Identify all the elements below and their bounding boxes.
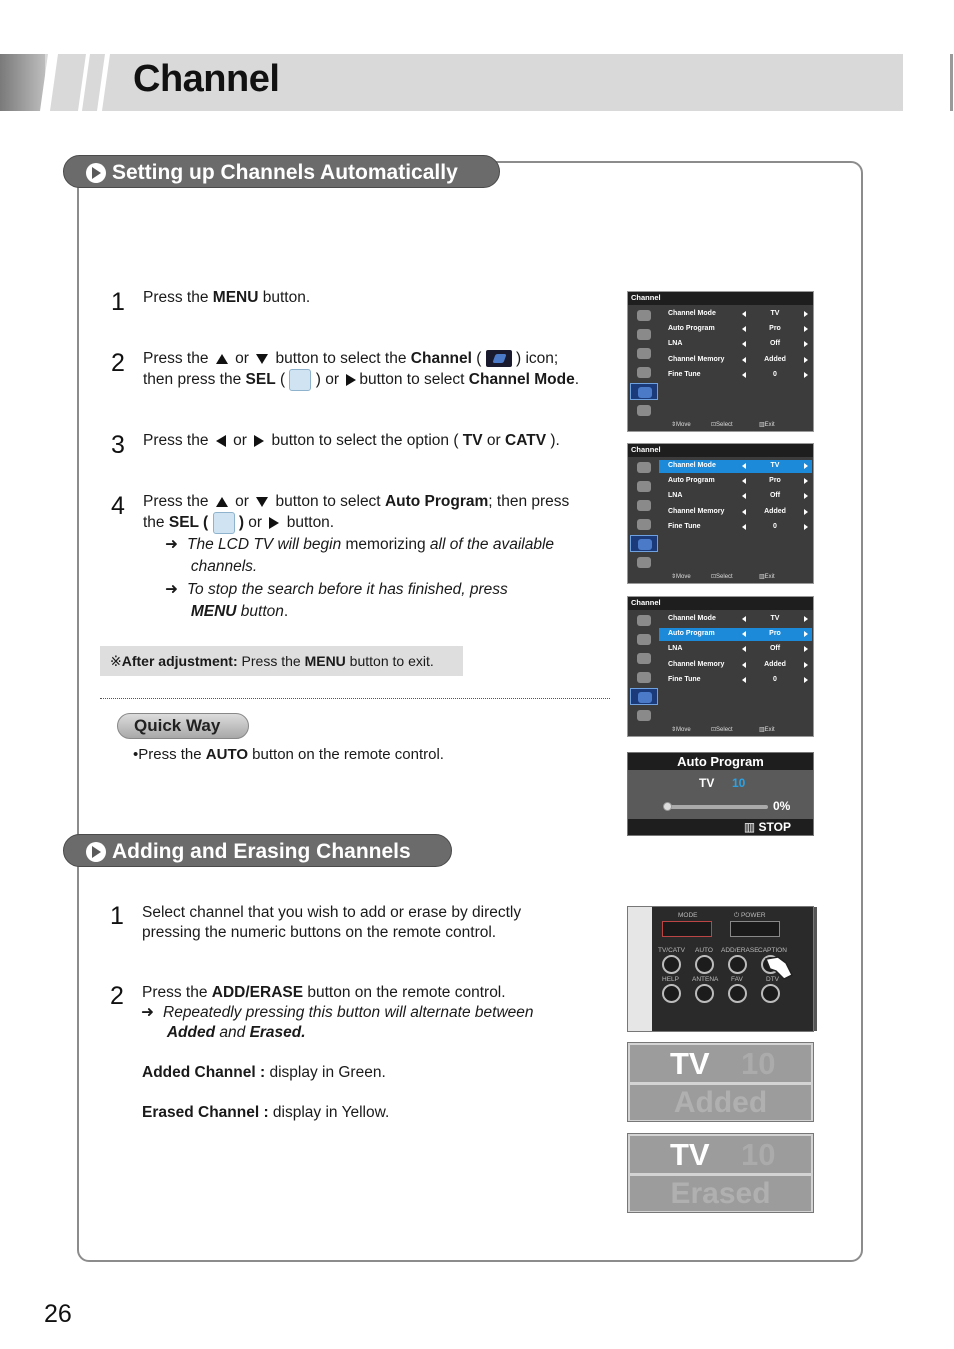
osd-exit-hint: ▥ Exit xyxy=(759,422,775,428)
osd-move-hint: ⇕ Move xyxy=(671,727,691,733)
header-gradient xyxy=(0,54,45,111)
erased-osd-source: TV xyxy=(670,1137,710,1172)
erased-osd-bottom xyxy=(630,1176,811,1211)
after-adjustment-text: Press the MENU button to exit. xyxy=(241,653,434,669)
picture-icon xyxy=(630,307,658,324)
down-arrow-icon xyxy=(256,497,268,507)
after-adjustment-label: After adjustment: xyxy=(121,653,238,669)
osd-sidebar xyxy=(630,307,658,427)
right-arrow-icon xyxy=(269,517,279,529)
right-arrow-icon xyxy=(346,374,356,386)
down-arrow-icon xyxy=(256,354,268,364)
step-4-note-1: ➜ The LCD TV will begin memorizing all of the available channels. xyxy=(165,536,555,575)
auto-program-progress-bar xyxy=(666,805,768,809)
osd-sidebar xyxy=(630,459,658,579)
osd-row: LNA Off xyxy=(659,643,812,656)
note-arrow-icon: ➜ xyxy=(165,536,178,553)
added-osd-word: Added xyxy=(673,1086,768,1119)
osd-select-hint: ⊡ Select xyxy=(711,727,733,733)
added-osd-channel: 10 xyxy=(741,1046,776,1081)
sel-icon xyxy=(289,369,311,391)
osd-exit-hint: ▥ Exit xyxy=(759,727,775,733)
erased-osd-top xyxy=(630,1136,811,1173)
remote-label: HELP xyxy=(662,976,679,983)
pc-icon xyxy=(630,707,658,724)
auto-program-stop: ▥ STOP xyxy=(628,819,813,835)
pc-icon xyxy=(630,402,658,419)
added-osd-source: TV xyxy=(670,1046,710,1081)
osd-row-highlighted: Channel Mode TV xyxy=(659,460,812,473)
osd-footer xyxy=(659,572,812,582)
help-button xyxy=(662,984,681,1003)
remote-label: TV/CATV xyxy=(658,947,685,954)
auto-program-source: TV xyxy=(699,776,715,790)
section-title: Setting up Channels Automatically xyxy=(112,161,458,184)
sound-icon xyxy=(630,631,658,648)
section-title: Adding and Erasing Channels xyxy=(112,840,411,863)
channel-icon xyxy=(630,688,658,705)
auto-button xyxy=(695,955,714,974)
note-arrow-icon: ➜ xyxy=(165,581,178,598)
osd-row: LNA Off xyxy=(659,338,812,351)
remote-body xyxy=(652,907,813,1031)
step-4-text: Press the or button to select Auto Program; then press the SEL ( ) or button. xyxy=(143,492,613,534)
step-4-note-2: ➜ To stop the search before it has finished, press MENU button. xyxy=(165,581,508,620)
section-heading-add-erase xyxy=(63,834,452,867)
erased-osd-word: Erased xyxy=(670,1177,771,1210)
picture-icon xyxy=(630,459,658,476)
remote-label: MODE xyxy=(678,912,698,919)
header-edge xyxy=(950,54,953,111)
right-arrow-icon xyxy=(254,435,264,447)
remote-label: AUTO xyxy=(695,947,713,954)
added-osd xyxy=(627,1042,814,1122)
page-number: 26 xyxy=(44,1300,72,1328)
remote-label: DTV xyxy=(766,976,779,983)
up-arrow-icon xyxy=(216,497,228,507)
step-number: 3 xyxy=(111,431,125,459)
osd-exit-hint: ▥ Exit xyxy=(759,574,775,580)
remote-label: CAPTION xyxy=(758,947,787,954)
power-button xyxy=(730,921,780,937)
osd-row: Fine Tune 0 xyxy=(659,521,812,534)
fav-button xyxy=(728,984,747,1003)
channel-icon xyxy=(486,350,512,367)
pointing-hand-icon xyxy=(764,955,794,981)
add-step-2-note: ➜ Repeatedly pressing this button will alternate between Added and Erased. xyxy=(141,1004,534,1041)
osd-title: Channel xyxy=(628,292,813,305)
erased-osd xyxy=(627,1133,814,1213)
osd-row: Channel Memory Added xyxy=(659,506,812,519)
auto-program-osd xyxy=(627,752,814,836)
page-title: Channel xyxy=(133,58,280,100)
step-3-text: Press the or button to select the option ( TV or CATV ). xyxy=(143,432,560,449)
note-arrow-icon: ➜ xyxy=(141,1004,154,1021)
erased-channel-text: Erased Channel : display in Yellow. xyxy=(142,1104,390,1121)
tv-catv-button xyxy=(662,955,681,974)
osd-row: Channel Mode TV xyxy=(659,308,812,321)
step-number: 1 xyxy=(111,288,125,316)
function-icon xyxy=(630,669,658,686)
erased-osd-channel: 10 xyxy=(741,1137,776,1172)
osd-row: Auto Program Pro xyxy=(659,323,812,336)
step-number: 4 xyxy=(111,492,125,520)
function-icon xyxy=(630,364,658,381)
osd-footer xyxy=(659,725,812,735)
setup-icon xyxy=(630,497,658,514)
auto-program-progress-knob xyxy=(663,802,672,811)
added-channel-text: Added Channel : display in Green. xyxy=(142,1064,386,1081)
setup-icon xyxy=(630,345,658,362)
osd-row: Channel Memory Added xyxy=(659,354,812,367)
added-osd-top xyxy=(630,1045,811,1082)
osd-select-hint: ⊡ Select xyxy=(711,422,733,428)
step-number: 2 xyxy=(111,349,125,377)
sound-icon xyxy=(630,478,658,495)
add-step-2-text: Press the ADD/ERASE button on the remote control. xyxy=(142,984,506,1001)
remote-control-image xyxy=(627,906,814,1032)
step-1-text: Press the MENU button. xyxy=(143,289,311,306)
osd-sidebar xyxy=(630,612,658,732)
osd-row: Channel Mode TV xyxy=(659,613,812,626)
added-osd-bottom xyxy=(630,1085,811,1120)
osd-channel-menu-1 xyxy=(627,291,814,432)
auto-program-percent: 0% xyxy=(773,799,791,813)
remote-label: ANTENA xyxy=(692,976,719,983)
function-icon xyxy=(630,516,658,533)
osd-title: Channel xyxy=(628,597,813,610)
dtv-button xyxy=(761,984,780,1003)
step-2-text: Press the or button to select the Channel ( ) icon; then press the SEL ( ) or button to select Channel Mode. xyxy=(143,349,618,391)
remote-label: ADD/ERASE xyxy=(721,947,759,954)
osd-row: Fine Tune 0 xyxy=(659,369,812,382)
setup-icon xyxy=(630,650,658,667)
osd-move-hint: ⇕ Move xyxy=(671,574,691,580)
remote-label: ⏻ POWER xyxy=(734,912,766,919)
osd-footer xyxy=(659,420,812,430)
arrow-circle-icon xyxy=(86,842,106,862)
step-number: 1 xyxy=(110,902,124,930)
arrow-circle-icon xyxy=(86,163,106,183)
up-arrow-icon xyxy=(216,354,228,364)
step-number: 2 xyxy=(110,982,124,1010)
add-step-1-text: Select channel that you wish to add or erase by directly pressing the numeric buttons on the remote control. xyxy=(142,904,522,941)
after-adjustment-box: ※After adjustment: Press the MENU button to exit. xyxy=(100,646,463,676)
osd-row: Channel Memory Added xyxy=(659,659,812,672)
dotted-divider xyxy=(100,698,610,699)
quick-way-text: •Press the AUTO button on the remote control. xyxy=(133,746,444,763)
pc-icon xyxy=(630,554,658,571)
remote-label: FAV xyxy=(731,976,743,983)
quick-way-badge: Quick Way xyxy=(117,713,249,739)
auto-program-title: Auto Program xyxy=(628,753,813,770)
osd-select-hint: ⊡ Select xyxy=(711,574,733,580)
section-heading-auto xyxy=(63,155,500,188)
picture-icon xyxy=(630,612,658,629)
remote-edge xyxy=(814,907,817,1031)
antena-button xyxy=(695,984,714,1003)
add-erase-button xyxy=(728,955,747,974)
mode-button xyxy=(662,921,712,937)
osd-row-highlighted: Auto Program Pro xyxy=(659,628,812,641)
osd-row: Auto Program Pro xyxy=(659,475,812,488)
osd-row: LNA Off xyxy=(659,490,812,503)
channel-icon xyxy=(630,383,658,400)
osd-channel-menu-3 xyxy=(627,596,814,737)
osd-row: Fine Tune 0 xyxy=(659,674,812,687)
auto-program-channel: 10 xyxy=(732,776,746,790)
left-arrow-icon xyxy=(216,435,226,447)
channel-icon xyxy=(630,535,658,552)
sound-icon xyxy=(630,326,658,343)
osd-move-hint: ⇕ Move xyxy=(671,422,691,428)
osd-title: Channel xyxy=(628,444,813,457)
osd-channel-menu-2 xyxy=(627,443,814,584)
sel-icon xyxy=(213,512,235,534)
